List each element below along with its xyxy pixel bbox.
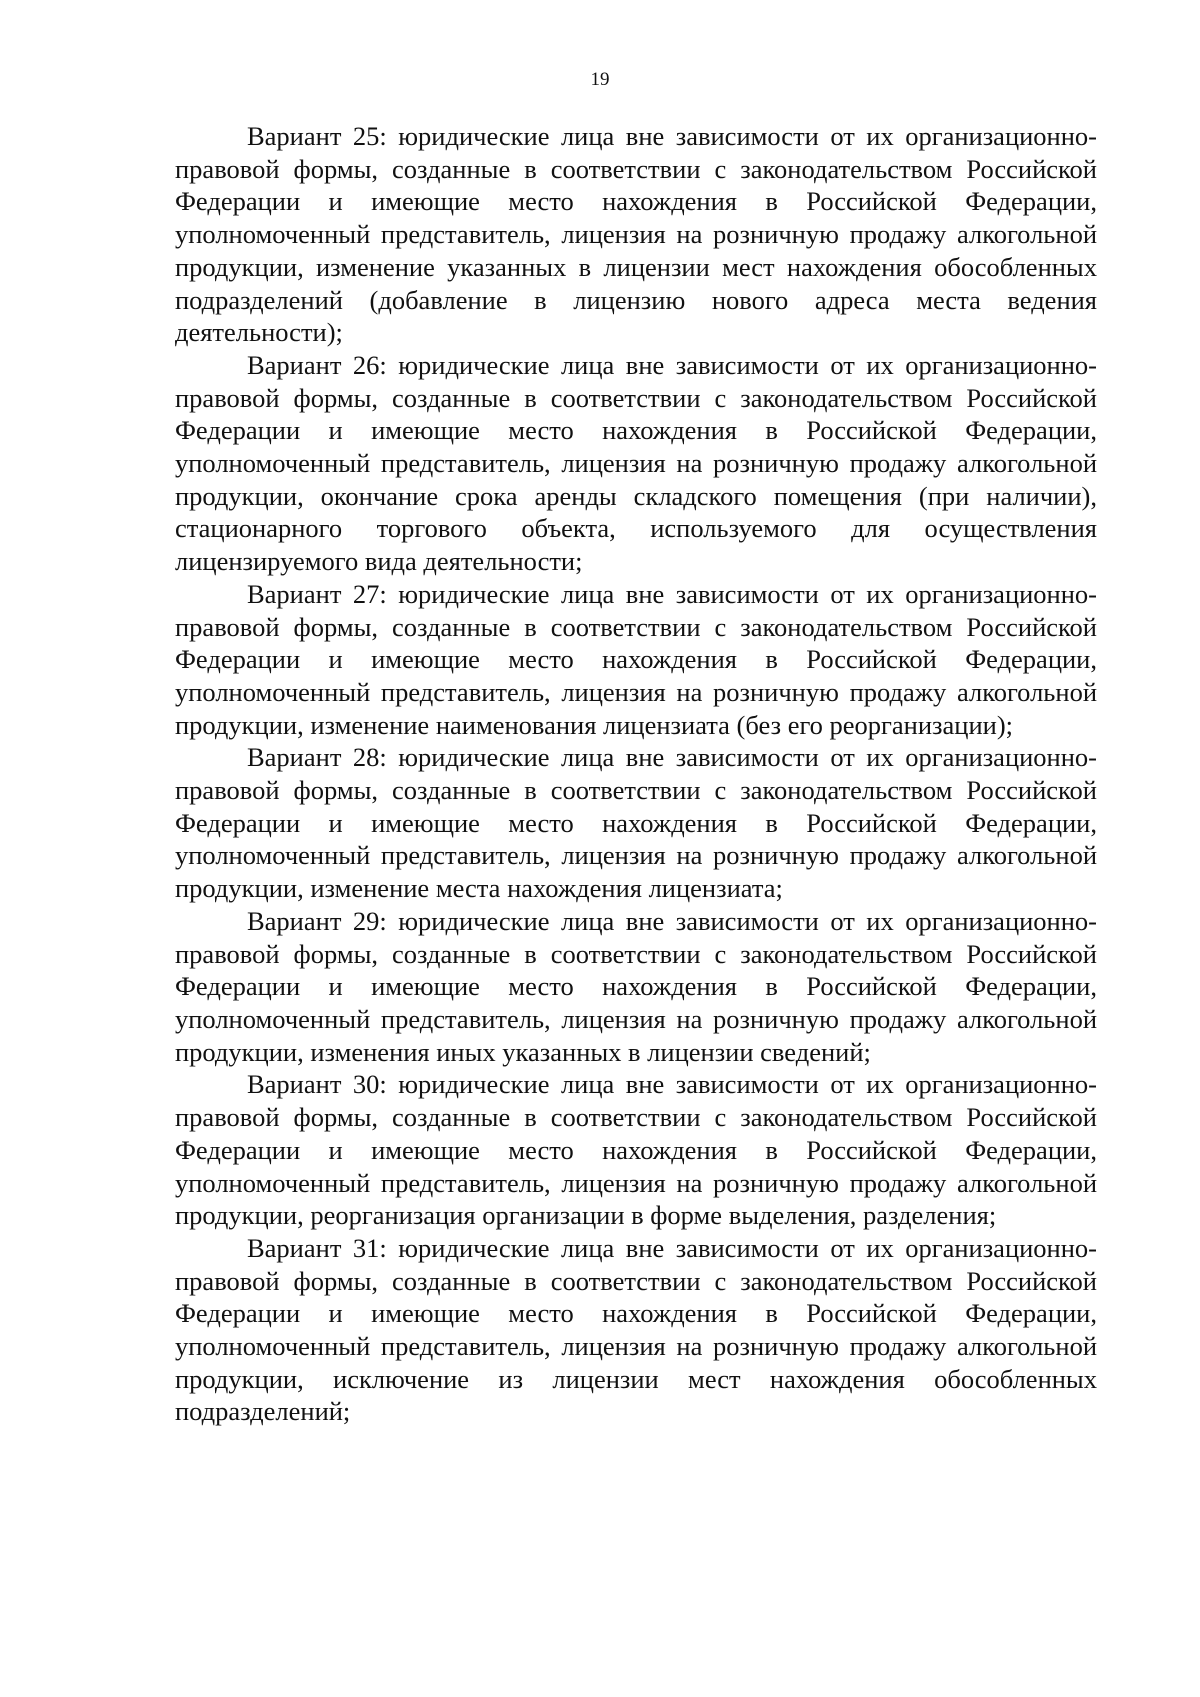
paragraph-variant-30: Вариант 30: юридические лица вне зависимости от их организационно-правовой формы, созданные в соответствии с законодательством Российской Федерации и имеющие место нахождения в Российской Федерации, уполномоченный представитель, лицензия на розничную продажу алкогольной продукции, реорганизация организации в форме выделения, разделения; <box>175 1069 1097 1231</box>
paragraph-variant-28: Вариант 28: юридические лица вне зависимости от их организационно-правовой формы, созданные в соответствии с законодательством Российской Федерации и имеющие место нахождения в Российской Федерации, уполномоченный представитель, лицензия на розничную продажу алкогольной продукции, изменение места нахождения лицензиата; <box>175 742 1097 904</box>
paragraph-variant-26: Вариант 26: юридические лица вне зависимости от их организационно-правовой формы, созданные в соответствии с законодательством Российской Федерации и имеющие место нахождения в Российской Федерации, уполномоченный представитель, лицензия на розничную продажу алкогольной продукции, окончание срока аренды складского помещения (при наличии), стационарного торгового объекта, используемого для осуществления лицензируемого вида деятельности; <box>175 349 1097 577</box>
page-number: 19 <box>590 69 610 90</box>
paragraph-variant-31: Вариант 31: юридические лица вне зависимости от их организационно-правовой формы, созданные в соответствии с законодательством Российской Федерации и имеющие место нахождения в Российской Федерации, уполномоченный представитель, лицензия на розничную продажу алкогольной продукции, исключение из лицензии мест нахождения обособленных подразделений; <box>175 1232 1097 1427</box>
paragraph-variant-27: Вариант 27: юридические лица вне зависимости от их организационно-правовой формы, созданные в соответствии с законодательством Российской Федерации и имеющие место нахождения в Российской Федерации, уполномоченный представитель, лицензия на розничную продажу алкогольной продукции, изменение наименования лицензиата (без его реорганизации); <box>175 578 1097 740</box>
paragraph-variant-29: Вариант 29: юридические лица вне зависимости от их организационно-правовой формы, созданные в соответствии с законодательством Российской Федерации и имеющие место нахождения в Российской Федерации, уполномоченный представитель, лицензия на розничную продажу алкогольной продукции, изменения иных указанных в лицензии сведений; <box>175 905 1097 1067</box>
paragraph-variant-25: Вариант 25: юридические лица вне зависимости от их организационно-правовой формы, созданные в соответствии с законодательством Российской Федерации и имеющие место нахождения в Российской Федерации, уполномоченный представитель, лицензия на розничную продажу алкогольной продукции, изменение указанных в лицензии мест нахождения обособленных подразделений (добавление в лицензию нового адреса места ведения деятельности); <box>175 121 1097 348</box>
document-body <box>175 120 1097 1428</box>
